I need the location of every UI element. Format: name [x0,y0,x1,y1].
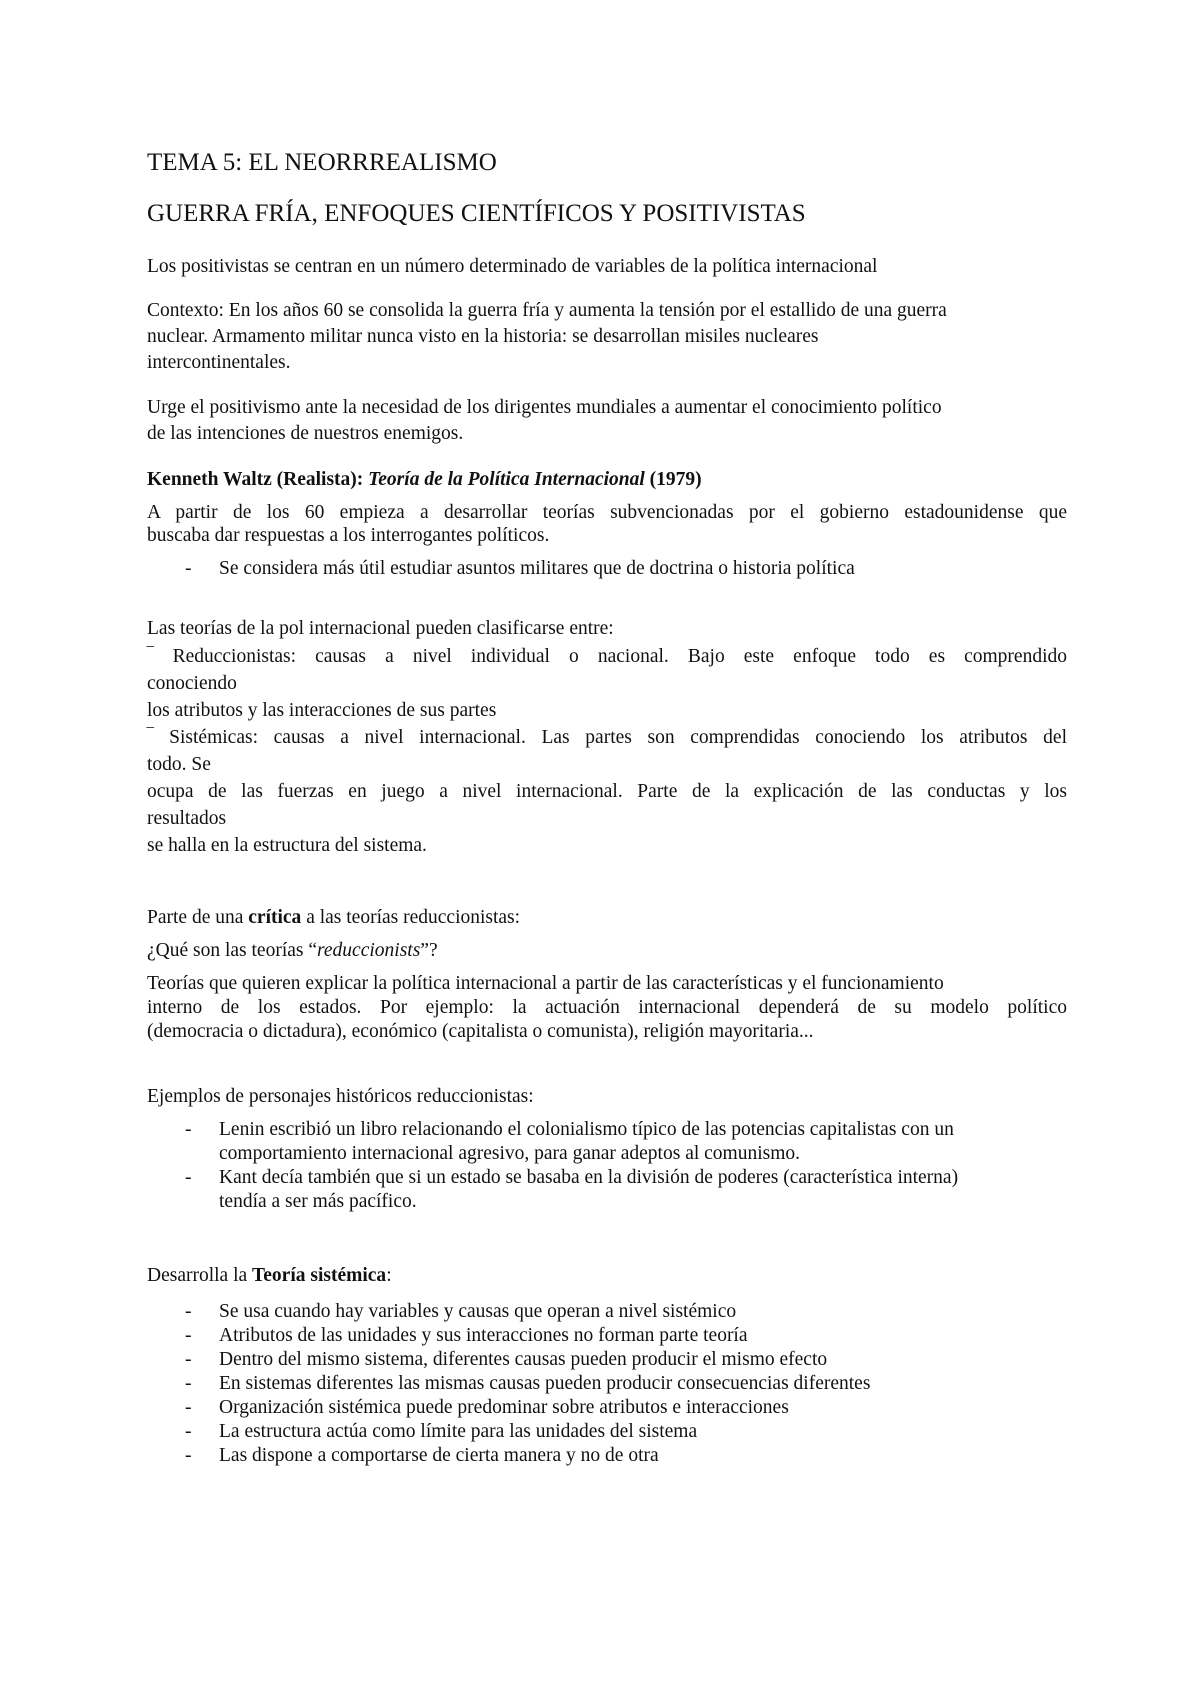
list-item-line: Kant decía también que si un estado se basaba en la división de poderes (característica interna) [219,1167,959,1188]
reduccionistas-line: los atributos y las interacciones de sus partes [147,700,497,721]
document-page [147,0,1067,1696]
bullet-dash: - [185,1421,192,1442]
contexto-line: intercontinentales. [147,352,291,373]
bullet-dash: - [185,1445,192,1466]
waltz-line: buscaba dar respuestas a los interrogantes políticos. [147,525,550,546]
urge-line: de las intenciones de nuestros enemigos. [147,423,464,444]
sistemicas-line: resultados [147,808,227,829]
critica-line: Teorías que quieren explicar la política internacional a partir de las características y el funcionamiento [147,973,944,994]
list-item-line: comportamiento internacional agresivo, para ganar adeptos al comunismo. [219,1143,801,1164]
list-item-text: Las dispone a comportarse de cierta manera y no de otra [219,1445,659,1466]
list-item-line: Lenin escribió un libro relacionando el colonialismo típico de las potencias capitalistas con un [219,1119,954,1140]
waltz-author: Kenneth Waltz (Realista): [147,469,369,490]
bullet-dash: - [185,1301,192,1322]
critica-line: interno de los estados. Por ejemplo: la actuación internacional dependerá de su modelo político [147,997,1067,1018]
waltz-line: A partir de los 60 empieza a desarrollar teorías subvencionadas por el gobierno estadounidense que [147,502,1067,523]
sistemicas-line: se halla en la estructura del sistema. [147,835,427,856]
list-item-line: tendía a ser más pacífico. [219,1191,417,1212]
waltz-year: (1979) [644,469,702,490]
bullet-dash: - [185,1397,192,1418]
list-item-text: Se usa cuando hay variables y causas que operan a nivel sistémico [219,1301,737,1322]
list-item-text: Dentro del mismo sistema, diferentes causas pueden producir el mismo efecto [219,1349,828,1370]
ejemplos-heading: Ejemplos de personajes históricos reduccionistas: [147,1086,534,1107]
page-subtitle: GUERRA FRÍA, ENFOQUES CIENTÍFICOS Y POSITIVISTAS [147,200,806,227]
waltz-work-title: Teoría de la Política Internacional [368,469,645,490]
sistemica-bold: Teoría sistémica [252,1265,387,1286]
contexto-line: nuclear. Armamento militar nunca visto en la historia: se desarrollan misiles nucleares [147,326,819,347]
bullet-dash: - [185,558,192,579]
bullet-dash: - [185,1349,192,1370]
bullet-text: Se considera más útil estudiar asuntos militares que de doctrina o historia política [219,558,855,579]
list-item-text: Organización sistémica puede predominar sobre atributos e interacciones [219,1397,789,1418]
critica-bold: crítica [248,907,302,928]
bullet-dash: - [185,1373,192,1394]
critica-question: ¿Qué son las teorías “reduccionists”? [147,940,438,961]
list-item-text: En sistemas diferentes las mismas causas pueden producir consecuencias diferentes [219,1373,871,1394]
page-title: TEMA 5: EL NEORRREALISMO [147,149,497,176]
bullet-dash: - [185,1167,192,1188]
overline-marker: ‾ [147,727,154,748]
bullet-dash: - [185,1325,192,1346]
critica-line: (democracia o dictadura), económico (capitalista o comunista), religión mayoritaria... [147,1021,814,1042]
sistemica-heading: Desarrolla la Teoría sistémica: [147,1265,392,1286]
bullet-dash: - [185,1119,192,1140]
waltz-heading [147,468,702,492]
sistemicas-line: ocupa de las fuerzas en juego a nivel internacional. Parte de la explicación de las conductas y los [147,781,1067,802]
reduccionistas-line: ‾ Reduccionistas: causas a nivel individual o nacional. Bajo este enfoque todo es comprendido [147,646,1067,667]
list-item-text: Atributos de las unidades y sus interacciones no forman parte teoría [219,1325,748,1346]
overline-marker: ‾ [147,646,154,667]
clasificacion-intro: Las teorías de la pol internacional pueden clasificarse entre: [147,618,614,639]
intro-paragraph: Los positivistas se centran en un número determinado de variables de la política internacional [147,256,878,277]
reduccionistas-line: conociendo [147,673,237,694]
list-item-text: La estructura actúa como límite para las unidades del sistema [219,1421,698,1442]
sistemicas-line: ‾ Sistémicas: causas a nivel internacional. Las partes son comprendidas conociendo los atributos del [147,727,1067,748]
reduccionists-italic: reduccionists [317,940,421,961]
sistemicas-line: todo. Se [147,754,211,775]
contexto-line: Contexto: En los años 60 se consolida la guerra fría y aumenta la tensión por el estallido de una guerra [147,300,947,321]
urge-line: Urge el positivismo ante la necesidad de los dirigentes mundiales a aumentar el conocimiento político [147,397,942,418]
critica-heading: Parte de una crítica a las teorías reduccionistas: [147,907,521,928]
